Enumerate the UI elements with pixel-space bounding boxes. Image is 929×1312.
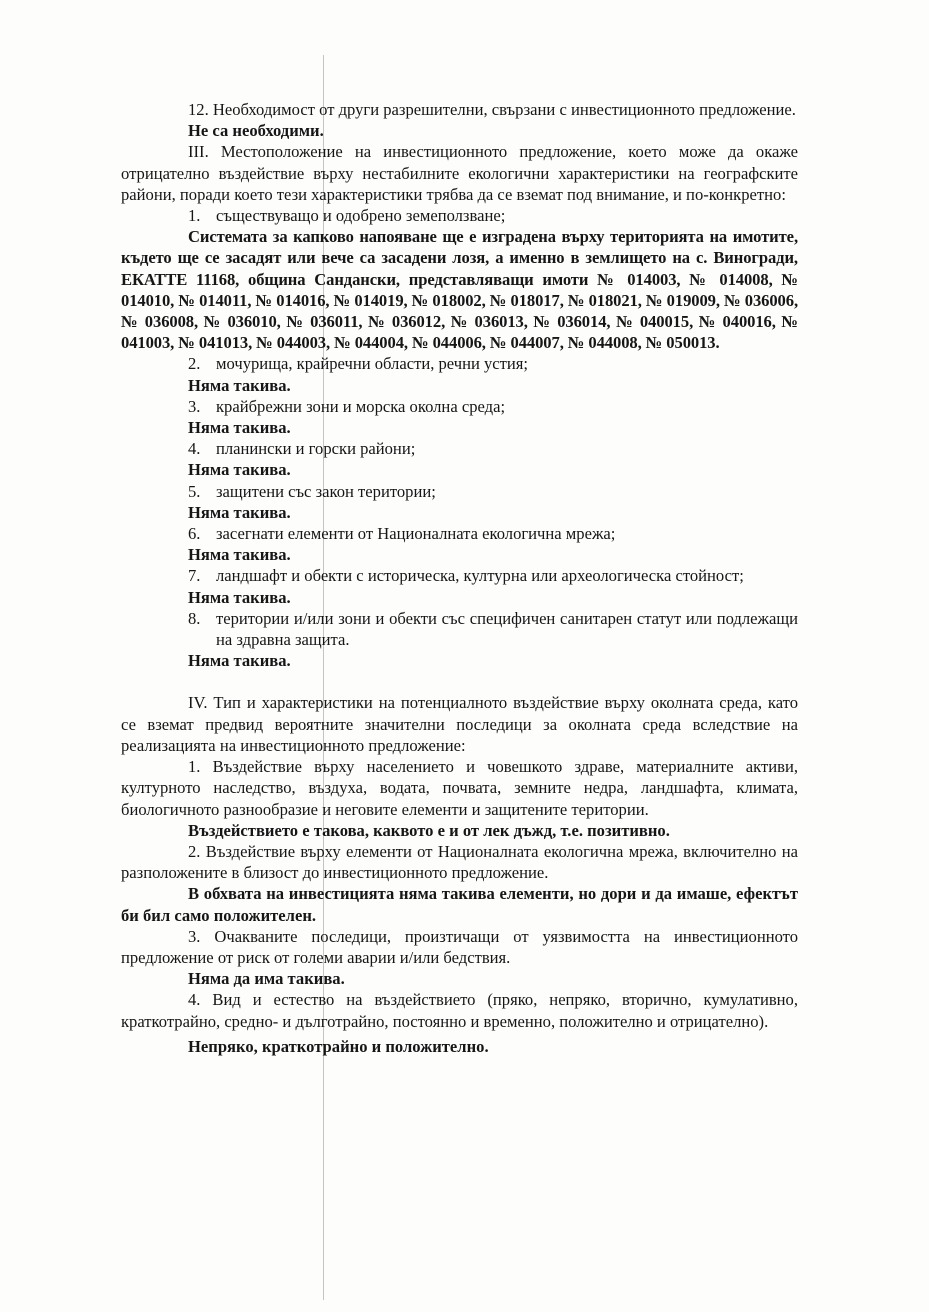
list-item: 4. планински и горски райони; [188,439,416,459]
list-item-answer: Системата за капково напояване ще е изградена върху територията на имотите, където ще се засадят или вече са засадени лозя, а именно в землището на с. Виногради, ЕКАТТЕ 11168, община Сандански, представляващи имоти № 014003, № 014008, № 014010, № 014011, № 014016, № 014019, № 018002, № 018017, № 018021, № 019009, № 036006, № 036008, № 036010, № 036011, № 036012, № 036013, № 036014, № 040015, № 040016, № 041003, № 041013, № 044003, № 044004, № 044006, № 044007, № 044008, № 050013. [121,227,798,353]
list-item-answer: Няма такива. [188,651,291,671]
list-item: 5. защитени със закон територии; [188,481,436,501]
paragraph-12: 12. Необходимост от други разрешителни, свързани с инвестиционното предложение. [188,100,796,119]
list-item: 1. съществуващо и одобрено земеползване; [188,206,506,226]
list-item: 3. крайбрежни зони и морска околна среда; [188,396,506,416]
impact-item-2: 2. Въздействие върху елементи от Националната екологична мрежа, включително на разположените в близост до инвестиционното предложение. [121,841,798,883]
list-item-answer: Няма такива. [188,375,291,395]
list-item-answer: Няма такива. [188,587,291,607]
section-3-intro: III. Местоположение на инвестиционното предложение, което може да окаже отрицателно въздействие върху нестабилните екологични характеристики на географските райони, поради което тези характеристики трябва да се вземат под внимание, и по-конкретно: [121,142,798,204]
list-item: 7. ландшафт и обекти с историческа, културна или археологическа стойност; [188,566,744,586]
impact-item-3: 3. Очакваните последици, произтичащи от уязвимостта на инвестиционното предложение от риск от големи аварии и/или бедствия. [121,926,798,967]
impact-item-2-answer: В обхвата на инвестицията няма такива елементи, но дори и да имаше, ефектът би бил само положителен. [121,884,798,925]
list-item-answer: Няма такива. [188,418,291,438]
spacer [121,671,798,692]
impact-item-3-answer: Няма да има такива. [188,969,345,989]
list-item: 8. територии и/или зони и обекти със специфичен санитарен статут или подлежащи на здравна защита. [188,608,798,650]
impact-item-1-answer: Въздействието е такова, каквото е и от лек дъжд, т.е. позитивно. [188,820,670,840]
list-item-answer: Няма такива. [188,502,291,522]
document-page [121,99,798,1057]
section-4-intro: IV. Тип и характеристики на потенциалното въздействие върху околната среда, като се вземат предвид вероятните значителни последици за околната среда вследствие на реализацията на инвестиционното предложение: [121,693,798,755]
list-item-answer: Няма такива. [188,460,291,480]
list-item: 2. мочурища, крайречни области, речни устия; [188,354,529,374]
impact-item-4-answer: Непряко, краткотрайно и положително. [188,1036,489,1056]
list-item-answer: Няма такива. [188,545,291,565]
impact-item-1: 1. Въздействие върху населението и човешкото здраве, материалните активи, културното наследство, въздуха, водата, почвата, земните недра, ландшафта, климата, биологичното разнообразие и неговите елементи и защитените територии. [121,757,798,819]
impact-item-4: 4. Вид и естество на въздействието (пряко, непряко, вторично, кумулативно, краткотрайно, средно- и дълготрайно, постоянно и временно, положително и отрицателно). [121,990,798,1031]
paragraph-12-answer: Не са необходими. [188,121,324,141]
list-item: 6. засегнати елементи от Националната екологична мрежа; [188,524,616,544]
